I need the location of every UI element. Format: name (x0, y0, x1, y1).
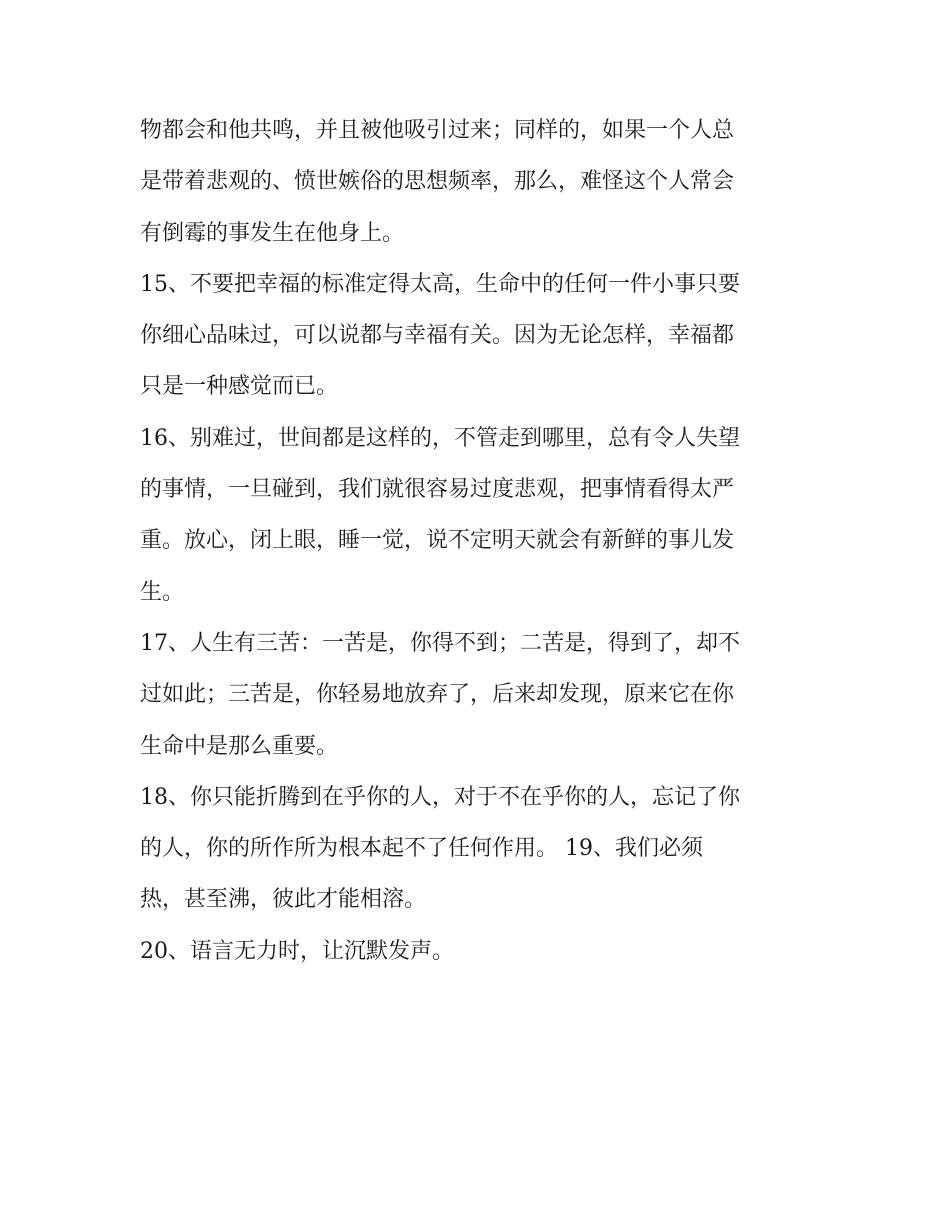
text-line: 15、不要把幸福的标准定得太高，生命中的任何一件小事只要 (140, 271, 740, 297)
text-line: 生命中是那么重要。 (140, 733, 339, 759)
text-line: 有倒霉的事发生在他身上。 (140, 220, 405, 246)
text-line: 你细心品味过，可以说都与幸福有关。因为无论怎样，幸福都 (140, 323, 735, 349)
text-line: 的人，你的所作所为根本起不了任何作用。 19、我们必须 (140, 836, 703, 862)
text-line: 只是一种感觉而已。 (140, 374, 339, 400)
text-line: 的事情，一旦碰到，我们就很容易过度悲观，把事情看得太严 (140, 477, 735, 503)
text-line: 16、别难过，世间都是这样的，不管走到哪里，总有令人失望 (140, 425, 740, 451)
text-line: 17、人生有三苦：一苦是，你得不到；二苦是，得到了，却不 (140, 630, 740, 656)
text-line: 热，甚至沸，彼此才能相溶。 (140, 887, 427, 913)
text-line: 是带着悲观的、愤世嫉俗的思想频率，那么，难怪这个人常会 (140, 169, 735, 195)
text-line: 重。放心，闭上眼，睡一觉，说不定明天就会有新鲜的事儿发 (140, 528, 735, 554)
text-line: 20、语言无力时，让沉默发声。 (140, 938, 454, 964)
document-body (140, 105, 812, 977)
text-line: 过如此；三苦是，你轻易地放弃了，后来却发现，原来它在你 (140, 682, 735, 708)
text-line: 生。 (140, 579, 185, 605)
text-line: 18、你只能折腾到在乎你的人，对于不在乎你的人，忘记了你 (140, 784, 740, 810)
text-line: 物都会和他共鸣，并且被他吸引过来；同样的，如果一个人总 (140, 118, 735, 143)
